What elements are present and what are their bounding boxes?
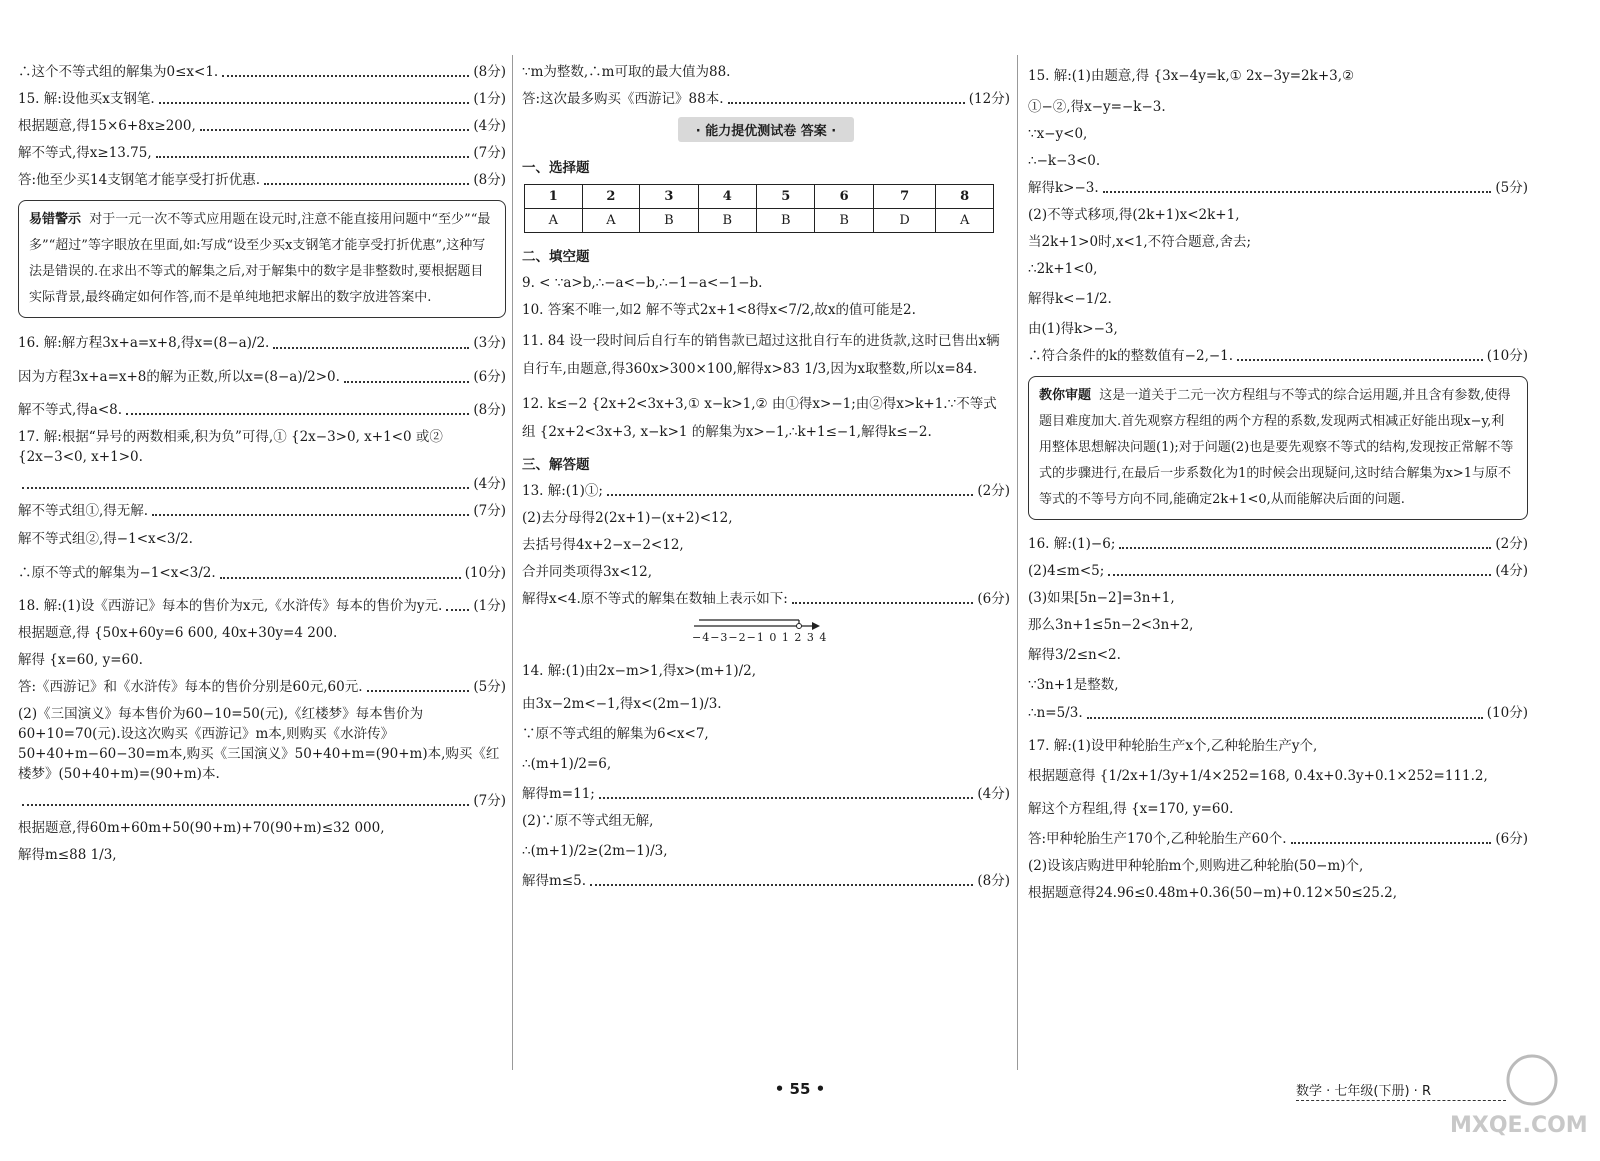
column-3	[1028, 62, 1528, 910]
answer-line: 解得3/2≤n<2.	[1028, 647, 1121, 663]
answer-line: 13. 解:(1)①; (2分)	[522, 483, 1010, 499]
answer-line: ∴−k−3<0.	[1028, 153, 1101, 169]
page-number: • 55 •	[774, 1080, 826, 1098]
answer-line: 9. < ∵a>b,∴−a<−b,∴−1−a<−1−b.	[522, 275, 763, 291]
answer-line: 因为方程3x+a=x+8的解为正数,所以x=(8−a)/2>0. (6分)	[18, 369, 506, 385]
answer-line: 解得m=11; (4分)	[522, 786, 1010, 802]
table-answer-cell: B	[815, 209, 873, 233]
answer-line: 解得 {x=60, y=60.	[18, 652, 143, 668]
answer-line: ∴2k+1<0,	[1028, 261, 1098, 277]
number-line-labels: −4−3−2−1 0 1 2 3 4	[692, 631, 828, 644]
answer-line: (3)如果[5n−2]=3n+1,	[1028, 590, 1175, 606]
answer-line: 合并同类项得3x<12,	[522, 564, 652, 580]
answer-line: 当2k+1>0时,x<1,不符合题意,舍去;	[1028, 234, 1252, 250]
answer-line: 10. 答案不唯一,如2 解不等式2x+1<8得x<7/2,故x的值可能是2.	[522, 302, 916, 318]
answer-line: 由(1)得k>−3,	[1028, 321, 1118, 337]
table-header-cell: 1	[525, 185, 583, 209]
table-header-cell: 7	[873, 185, 935, 209]
answer-line: 解不等式组①,得无解. (7分)	[18, 503, 506, 519]
watermark-logo	[1444, 1050, 1588, 1140]
answer-line: 由3x−2m<−1,得x<(2m−1)/3.	[522, 696, 722, 712]
answer-line: 解得k<−1/2.	[1028, 291, 1112, 307]
answer-line: 解得x<4.原不等式的解集在数轴上表示如下: (6分)	[522, 591, 1010, 607]
answer-line: (2)∵原不等式组无解,	[522, 813, 654, 829]
answer-line: ∵3n+1是整数,	[1028, 677, 1119, 693]
table-answer-cell: A	[582, 209, 640, 233]
answer-line: 16. 解:解方程3x+a=x+8,得x=(8−a)/2. (3分)	[18, 335, 506, 351]
answer-line: 答:他至少买14支钢笔才能享受打折优惠. (8分)	[18, 172, 506, 188]
answer-line: 解不等式,得x≥13.75, (7分)	[18, 145, 506, 161]
answer-line: (2)4≤m<5; (4分)	[1028, 563, 1528, 579]
answer-line: 16. 解:(1)−6; (2分)	[1028, 536, 1528, 552]
column-1	[18, 62, 506, 872]
tip-box-reading-guide	[1028, 376, 1528, 520]
answer-line: 根据题意,得 {50x+60y=6 600, 40x+30y=4 200.	[18, 625, 338, 641]
answer-line: ①−②,得x−y=−k−3.	[1028, 99, 1166, 115]
column-divider	[512, 55, 513, 1070]
answer-line: 解得k>−3. (5分)	[1028, 180, 1528, 196]
section-banner: · 能力提优测试卷 答案 ·	[522, 117, 1010, 142]
answer-line: (4分)	[18, 474, 506, 494]
tip-box-error-warning	[18, 200, 506, 318]
table-answer-cell: B	[757, 209, 815, 233]
answer-line: 去括号得4x+2−x−2<12,	[522, 537, 684, 553]
answer-line: 那么3n+1≤5n−2<3n+2,	[1028, 617, 1194, 633]
table-header-cell: 3	[640, 185, 698, 209]
answer-line: 17. 解:根据“异号的两数相乘,积为负”可得,① {2x−3>0, x+1<0 或② {2x−3<0, x+1>0.	[18, 429, 443, 465]
table-answer-cell: A	[936, 209, 994, 233]
tip-title: 教你审题	[1039, 388, 1092, 403]
answer-line: (7分)	[18, 791, 506, 811]
answer-line: ∴(m+1)/2=6,	[522, 756, 612, 772]
answer-line: 答:《西游记》和《水浒传》每本的售价分别是60元,60元. (5分)	[18, 679, 506, 695]
table-answer-cell: D	[873, 209, 935, 233]
column-divider	[1017, 55, 1018, 1070]
tip-text: 这是一道关于二元一次方程组与不等式的综合运用题,并且含有参数,使得题目难度加大.首先观察方程组的两个方程的系数,发现两式相减正好能出现x−y,利用整体思想解决问题(1);对于问题(2)也是要先观察不等式的结构,发现按正常解不等式的步骤进行,在最后一步系数化为1的时候会出现疑问,这时结合解集为x>1与原不等式的不等号方向不同,能确定2k+1<0,从而能解决后面的问题.	[1039, 388, 1514, 507]
section-heading: 三、解答题	[522, 457, 590, 473]
answer-line: 解得m≤5. (8分)	[522, 873, 1010, 889]
answer-line: 根据题意得24.96≤0.48m+0.36(50−m)+0.12×50≤25.2,	[1028, 885, 1398, 901]
section-heading: 一、选择题	[522, 160, 590, 176]
answer-line: 11. 84 设一段时间后自行车的销售款已超过这批自行车的进货款,这时已售出x辆自行车,由题意,得360x>300×100,解得x>83 1/3,因为x取整数,所以x=84.	[522, 333, 1000, 377]
subject-label: 数学 · 七年级(下册) · R	[1296, 1084, 1431, 1099]
answer-line: 15. 解:设他买x支钢笔. (1分)	[18, 91, 506, 107]
answer-line: 解不等式组②,得−1<x<3/2.	[18, 531, 193, 547]
table-header-cell: 6	[815, 185, 873, 209]
tip-text: 对于一元一次不等式应用题在设元时,注意不能直接用问题中“至少”“最多”“超过”等字眼放在里面,如:写成“设至少买x支钢笔才能享受打折优惠”,这种写法是错误的.在求出不等式的解集之后,对于解集中的数字是非整数时,要根据题目实际背景,最终确定如何作答,而不是单纯地把求解出的数字放进答案中.	[29, 212, 491, 305]
answer-line: 根据题意,得15×6+8x≥200, (4分)	[18, 118, 506, 134]
answer-line: 18. 解:(1)设《西游记》每本的售价为x元,《水浒传》每本的售价为y元. (1分)	[18, 598, 506, 614]
table-answer-cell: B	[640, 209, 698, 233]
answer-line: 答:这次最多购买《西游记》88本. (12分)	[522, 91, 1010, 107]
answer-line: ∴(m+1)/2≥(2m−1)/3,	[522, 843, 668, 859]
tip-title: 易错警示	[29, 212, 82, 227]
section-heading: 二、填空题	[522, 249, 590, 265]
answer-line: 根据题意,得60m+60m+50(90+m)+70(90+m)≤32 000,	[18, 820, 385, 836]
answer-line: (2)《三国演义》每本售价为60−10=50(元),《红楼梦》每本售价为60+10=70(元).设这次购买《西游记》m本,则购买《水浒传》50+40+m−60−30=m本,购买《三国演义》50+40+m=(90+m)本,购买《红楼梦》(50+40+m)=(90+m)本.	[18, 706, 500, 782]
answer-line: 解不等式,得a<8. (8分)	[18, 402, 506, 418]
answer-line: 解这个方程组,得 {x=170, y=60.	[1028, 801, 1234, 817]
answer-line: ∴原不等式的解集为−1<x<3/2. (10分)	[18, 565, 506, 581]
column-2	[522, 62, 1010, 898]
answer-table	[524, 184, 994, 233]
answer-line: 12. k≤−2 {2x+2<3x+3,① x−k>1,② 由①得x>−1;由②得x>k+1.∵不等式组 {2x+2<3x+3, x−k>1 的解集为x>−1,∴k+1≤−1,解得k≤−2.	[522, 396, 997, 440]
number-line	[692, 616, 1010, 646]
answer-line: ∴这个不等式组的解集为0≤x<1. (8分)	[18, 64, 506, 80]
table-answer-cell: B	[698, 209, 756, 233]
table-header-cell: 8	[936, 185, 994, 209]
answer-line: ∵原不等式组的解集为6<x<7,	[522, 726, 709, 742]
table-header-cell: 2	[582, 185, 640, 209]
answer-line: ∵x−y<0,	[1028, 126, 1088, 142]
answer-line: (2)不等式移项,得(2k+1)x<2k+1,	[1028, 207, 1240, 223]
answer-line: ∴n=5/3. (10分)	[1028, 705, 1528, 721]
table-header-cell: 4	[698, 185, 756, 209]
answer-line: ∴符合条件的k的整数值有−2,−1. (10分)	[1028, 348, 1528, 364]
answer-line: (2)去分母得2(2x+1)−(x+2)<12,	[522, 510, 733, 526]
answer-line: 答:甲种轮胎生产170个,乙种轮胎生产60个. (6分)	[1028, 831, 1528, 847]
answer-line: (2)设该店购进甲种轮胎m个,则购进乙种轮胎(50−m)个,	[1028, 858, 1364, 874]
answer-line: 17. 解:(1)设甲种轮胎生产x个,乙种轮胎生产y个,	[1028, 738, 1318, 754]
answer-line: 14. 解:(1)由2x−m>1,得x>(m+1)/2,	[522, 663, 757, 679]
table-answer-cell: A	[525, 209, 583, 233]
watermark-text: MXQE.COM	[1450, 1113, 1588, 1138]
answer-line: ∵m为整数,∴m可取的最大值为88.	[522, 64, 731, 80]
answer-line: 根据题意得 {1/2x+1/3y+1/4×252=168, 0.4x+0.3y+0.1×252=111.2,	[1028, 768, 1488, 784]
answer-line: 解得m≤88 1/3,	[18, 847, 117, 863]
answer-line: 15. 解:(1)由题意,得 {3x−4y=k,① 2x−3y=2k+3,②	[1028, 68, 1355, 84]
table-header-cell: 5	[757, 185, 815, 209]
